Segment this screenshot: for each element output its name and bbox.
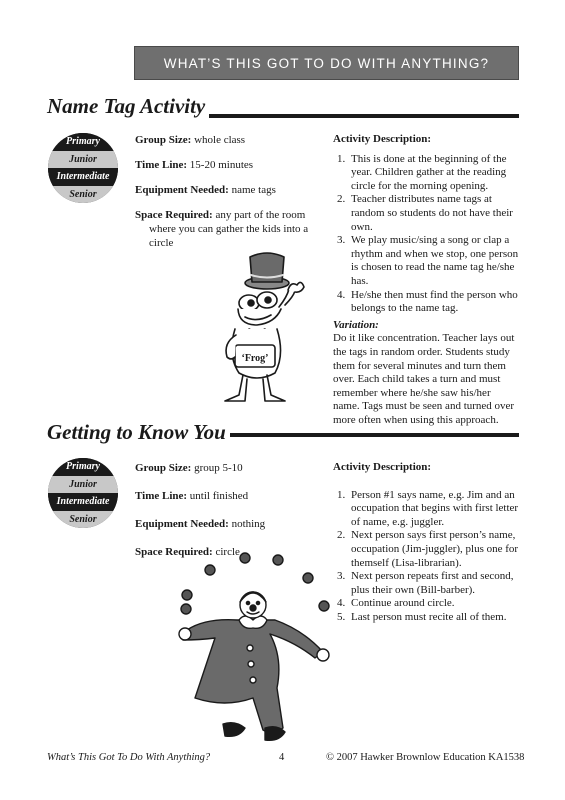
level-primary: Primary — [48, 133, 118, 151]
frog-illustration — [205, 245, 330, 410]
page-number: 4 — [279, 752, 285, 763]
activity-details — [135, 133, 320, 261]
variation-text: Do it like concentration. Teacher lays out the tags in random order. Students study them for several minutes and turn them over. Each child takes a turn and must remember where he/she saw his/her name. Tags must be seen and turned over more often when using this approach. — [333, 332, 515, 426]
detail-equipment: Equipment Needed: name tags — [135, 184, 276, 196]
list-item: 3. Next person repeats first and second, plus their own (Bill-barber). — [337, 570, 514, 596]
list-item: 2. Teacher distributes name tags at random so students do not have their own. — [337, 193, 513, 233]
description-heading: Activity Description: — [333, 461, 432, 473]
title-rule — [230, 433, 519, 437]
steps-list — [333, 489, 519, 625]
level-junior: Junior — [48, 151, 118, 169]
list-item: 5. Last person must recite all of them. — [337, 610, 507, 623]
list-item: 1. Person #1 says name, e.g. Jim and an occupation that begins with first letter of name, e.g. juggler. — [337, 488, 519, 528]
detail-space: Space Required: any part of the room where you can gather the kids into a circle — [135, 209, 309, 249]
list-item: 1. This is done at the beginning of the year. Children gather at the reading circle for the morning opening. — [337, 152, 507, 192]
section-title-name-tag: Name Tag Activity — [47, 94, 206, 118]
grade-level-badge — [48, 133, 118, 203]
level-intermediate: Intermediate — [48, 168, 118, 186]
section-title-getting-to-know-you: Getting to Know You — [47, 420, 226, 444]
level-intermediate: Intermediate — [48, 493, 118, 511]
footer-book-title: What’s This Got To Do With Anything? — [47, 752, 211, 763]
detail-time-line: Time Line: 15-20 minutes — [135, 159, 254, 171]
list-item: 2. Next person says first person’s name, occupation (Jim-juggler), plus one for themself (Lisa-librarian). — [337, 529, 519, 569]
grade-level-badge — [48, 458, 118, 528]
steps-list — [333, 153, 519, 316]
frog-name-tag-label: ‘Frog’ — [241, 353, 269, 364]
detail-space: Space Required: circle — [135, 546, 240, 558]
level-senior: Senior — [48, 511, 118, 529]
list-item: 4. He/she then must find the person who belongs to the name tag. — [337, 288, 518, 315]
footer-copyright: © 2007 Hawker Brownlow Education KA1538 — [326, 752, 525, 763]
detail-time-line: Time Line: until finished — [135, 490, 249, 502]
title-rule — [209, 114, 519, 118]
level-primary: Primary — [48, 458, 118, 476]
list-item: 3. We play music/sing a song or clap a rhythm and when we stop, one person is chosen to read the name tag he/she has. — [337, 234, 519, 287]
activity-description — [333, 461, 519, 625]
description-heading: Activity Description: — [333, 133, 432, 145]
detail-group-size: Group Size: group 5-10 — [135, 462, 243, 474]
list-item: 4. Continue around circle. — [337, 597, 455, 610]
detail-equipment: Equipment Needed: nothing — [135, 518, 266, 530]
variation-heading: Variation: — [333, 318, 379, 331]
activity-description — [333, 133, 519, 427]
detail-group-size: Group Size: whole class — [135, 134, 246, 146]
page-banner: WHAT’S THIS GOT TO DO WITH ANYTHING? — [134, 46, 519, 80]
level-senior: Senior — [48, 186, 118, 204]
juggling-clown-illustration — [165, 548, 340, 746]
level-junior: Junior — [48, 476, 118, 494]
